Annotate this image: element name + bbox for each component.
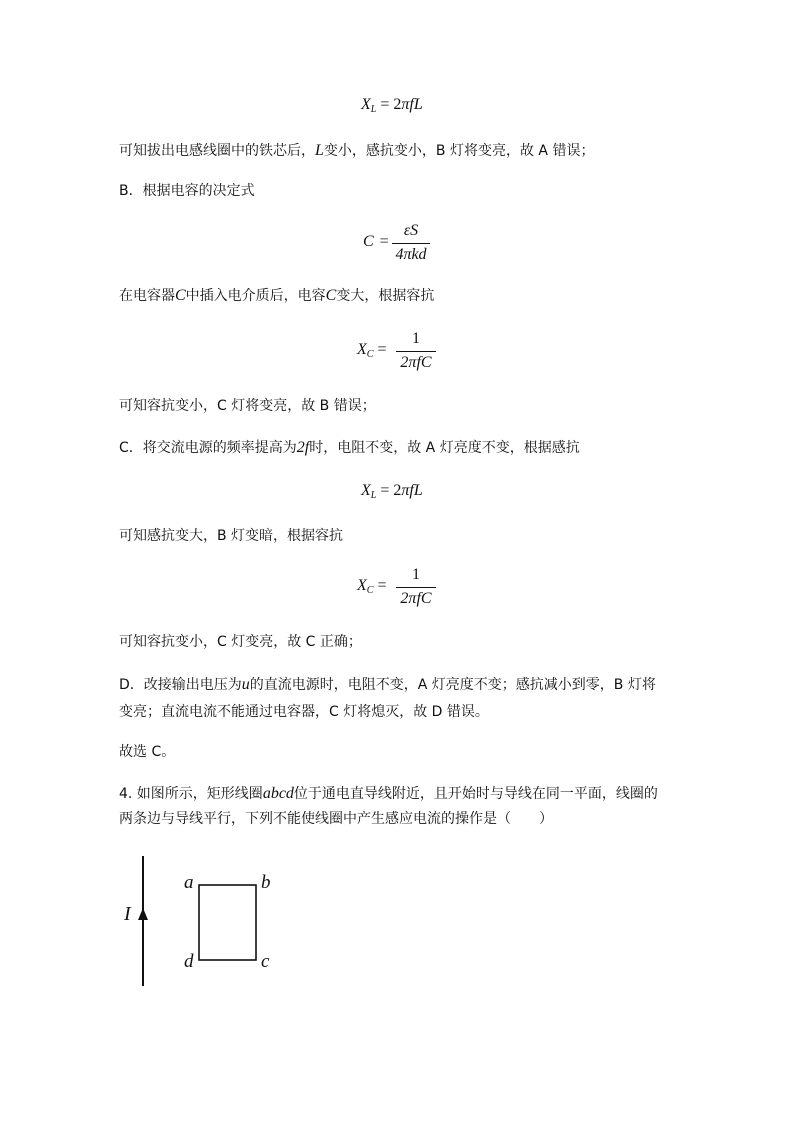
eq-L: L [413, 96, 423, 113]
paragraph-8a [119, 676, 656, 694]
question-4-line-1 [119, 785, 658, 803]
var-2f: 2f [296, 439, 310, 456]
eq-subscript: L [370, 490, 377, 501]
paragraph-5 [119, 439, 580, 457]
eq-symbol: X [357, 341, 367, 358]
eq-equals: = 2 [376, 482, 402, 499]
text: 中插入电介质后，电容 [185, 288, 326, 304]
paragraph-8b: 变亮；直流电流不能通过电容器，C 灯将熄灭，故 D 错误。 [119, 704, 489, 720]
fraction-bar [396, 351, 436, 352]
equation-capacitive-reactance-2 [357, 577, 386, 596]
fraction-bar [392, 243, 430, 244]
var-abcd: abcd [262, 785, 294, 802]
paragraph-7: 可知容抗变小，C 灯变亮，故 C 正确； [119, 634, 362, 650]
frac-denominator: 2πfC [400, 354, 432, 371]
text: 可知拔出电感线圈中的铁芯后， [119, 143, 315, 159]
paragraph-4: 可知容抗变小，C 灯将变亮，故 B 错误； [119, 398, 376, 414]
eq-equals: = 2 [376, 96, 402, 113]
label-I: I [124, 903, 131, 925]
figure-wire-and-coil [110, 850, 290, 995]
eq-L: L [413, 482, 423, 499]
equation-inductive-reactance-1 [361, 96, 423, 115]
equation-capacitance [363, 233, 389, 251]
eq-equals: = [377, 341, 387, 358]
question-4-line-2: 两条边与导线平行，下列不能使线圈中产生感应电流的操作是（ ） [119, 811, 553, 827]
text: 的直流电源时，电阻不变，A 灯亮度不变；感抗减小到零，B 灯将 [249, 677, 656, 693]
text: 4. 如图所示，矩形线圈 [119, 786, 263, 802]
text: 变大，根据容抗 [336, 288, 435, 304]
frac-numerator: 1 [412, 330, 420, 347]
equation-inductive-reactance-2 [361, 482, 423, 501]
label-d: d [184, 951, 194, 972]
paragraph-6: 可知感抗变大，B 灯变暗，根据容抗 [119, 528, 344, 544]
eq-equals: = [379, 233, 389, 250]
label-a: a [184, 872, 194, 893]
eq-symbol: X [361, 482, 371, 499]
text: D．改接输出电压为 [119, 677, 242, 693]
eq-subscript: C [366, 349, 374, 360]
frac-denominator: 4πkd [395, 246, 427, 263]
eq-pi: π [401, 96, 410, 113]
paragraph-2: B．根据电容的决定式 [119, 183, 255, 199]
eq-f: f [409, 96, 414, 113]
label-b: b [261, 872, 271, 893]
eq-subscript: L [370, 104, 377, 115]
eq-f: f [409, 482, 414, 499]
frac-numerator: εS [403, 222, 419, 239]
text: 位于通电直导线附近，且开始时与导线在同一平面，线圈的 [293, 786, 658, 802]
var-C: C [325, 287, 337, 304]
current-arrow [138, 908, 148, 920]
var-L: L [315, 142, 324, 159]
text: 时，电阻不变，故 A 灯亮度不变，根据感抗 [309, 440, 580, 456]
eq-pi: π [401, 482, 410, 499]
fraction-bar [396, 587, 436, 588]
eq-equals: = [377, 577, 387, 594]
rectangular-coil [199, 885, 256, 960]
paragraph-3 [119, 287, 434, 305]
text: 变小，感抗变小，B 灯将变亮，故 A 错误； [323, 143, 595, 159]
frac-denominator: 2πfC [400, 590, 432, 607]
eq-subscript: C [366, 585, 374, 596]
text: C．将交流电源的频率提高为 [119, 440, 297, 456]
var-C: C [175, 287, 186, 304]
eq-symbol: X [357, 577, 367, 594]
frac-numerator: 1 [412, 566, 420, 583]
var-u: u [241, 676, 250, 693]
paragraph-9: 故选 C。 [119, 744, 176, 760]
equation-capacitive-reactance-1 [357, 341, 386, 360]
label-c: c [261, 951, 270, 972]
eq-symbol: X [361, 96, 371, 113]
text: 在电容器 [119, 288, 175, 304]
eq-symbol: C [363, 233, 374, 250]
paragraph-1 [119, 142, 594, 160]
